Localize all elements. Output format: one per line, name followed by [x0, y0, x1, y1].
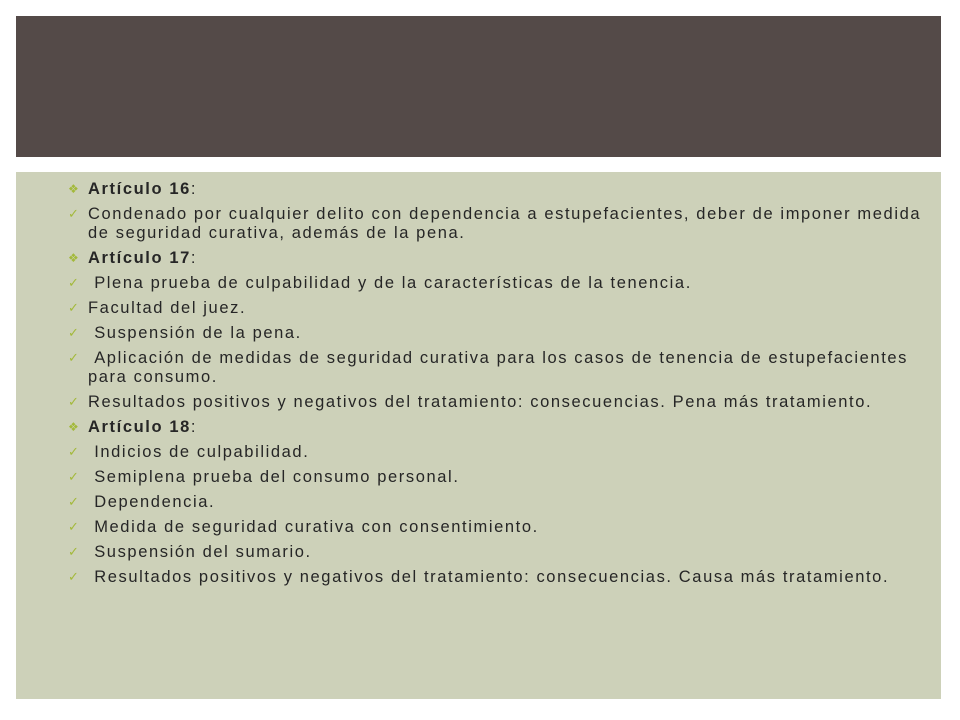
check-icon: ✓: [68, 570, 79, 585]
check-icon: ✓: [68, 495, 79, 510]
list-item-text: Resultados positivos y negativos del tratamiento: consecuencias. Causa más tratamiento.: [88, 568, 890, 586]
list-item: [68, 299, 933, 318]
list-item-text: Medida de seguridad curativa con consentimiento.: [88, 518, 539, 536]
list-item-text: Aplicación de medidas de seguridad curativa para los casos de tenencia de estupefacientes para consumo.: [88, 349, 915, 386]
list-item-text: Indicios de culpabilidad.: [88, 443, 310, 461]
check-icon: ✓: [68, 445, 79, 460]
list-item: [68, 543, 933, 562]
section-heading-colon: :: [190, 249, 198, 267]
list-item-text: Suspensión de la pena.: [88, 324, 302, 342]
section-heading: [68, 249, 933, 268]
list-item: [68, 468, 933, 487]
diamond-icon: ❖: [68, 420, 79, 434]
diamond-icon: ❖: [68, 182, 79, 196]
list-item: [68, 443, 933, 462]
title-band: [16, 16, 941, 157]
list-item: [68, 349, 933, 387]
list-item: [68, 205, 933, 243]
list-item: [68, 393, 933, 412]
check-icon: ✓: [68, 395, 79, 410]
section-heading-colon: :: [190, 418, 198, 436]
check-icon: ✓: [68, 470, 79, 485]
check-icon: ✓: [68, 207, 79, 222]
list-item: [68, 518, 933, 537]
list-item: [68, 493, 933, 512]
section-heading: [68, 180, 933, 199]
section-heading: [68, 418, 933, 437]
list-item: [68, 324, 933, 343]
list-item-text: Dependencia.: [88, 493, 216, 511]
list-item: [68, 274, 933, 293]
check-icon: ✓: [68, 545, 79, 560]
list-item-text: Resultados positivos y negativos del tratamiento: consecuencias. Pena más tratamiento.: [88, 393, 873, 411]
content-panel: [16, 172, 941, 699]
bullet-list: [68, 180, 933, 593]
section-heading-label: Artículo 18: [88, 418, 191, 436]
section-heading-colon: :: [190, 180, 198, 198]
check-icon: ✓: [68, 326, 79, 341]
list-item-text: Facultad del juez.: [88, 299, 247, 317]
list-item-text: Semiplena prueba del consumo personal.: [88, 468, 460, 486]
list-item: [68, 568, 933, 587]
list-item-text: Condenado por cualquier delito con dependencia a estupefacientes, deber de imponer medida de seguridad curativa, además de la pena.: [88, 205, 928, 242]
check-icon: ✓: [68, 351, 79, 366]
check-icon: ✓: [68, 301, 79, 316]
diamond-icon: ❖: [68, 251, 79, 265]
section-heading-label: Artículo 16: [88, 180, 191, 198]
check-icon: ✓: [68, 276, 79, 291]
list-item-text: Suspensión del sumario.: [88, 543, 312, 561]
section-heading-label: Artículo 17: [88, 249, 191, 267]
list-item-text: Plena prueba de culpabilidad y de la características de la tenencia.: [88, 274, 692, 292]
check-icon: ✓: [68, 520, 79, 535]
